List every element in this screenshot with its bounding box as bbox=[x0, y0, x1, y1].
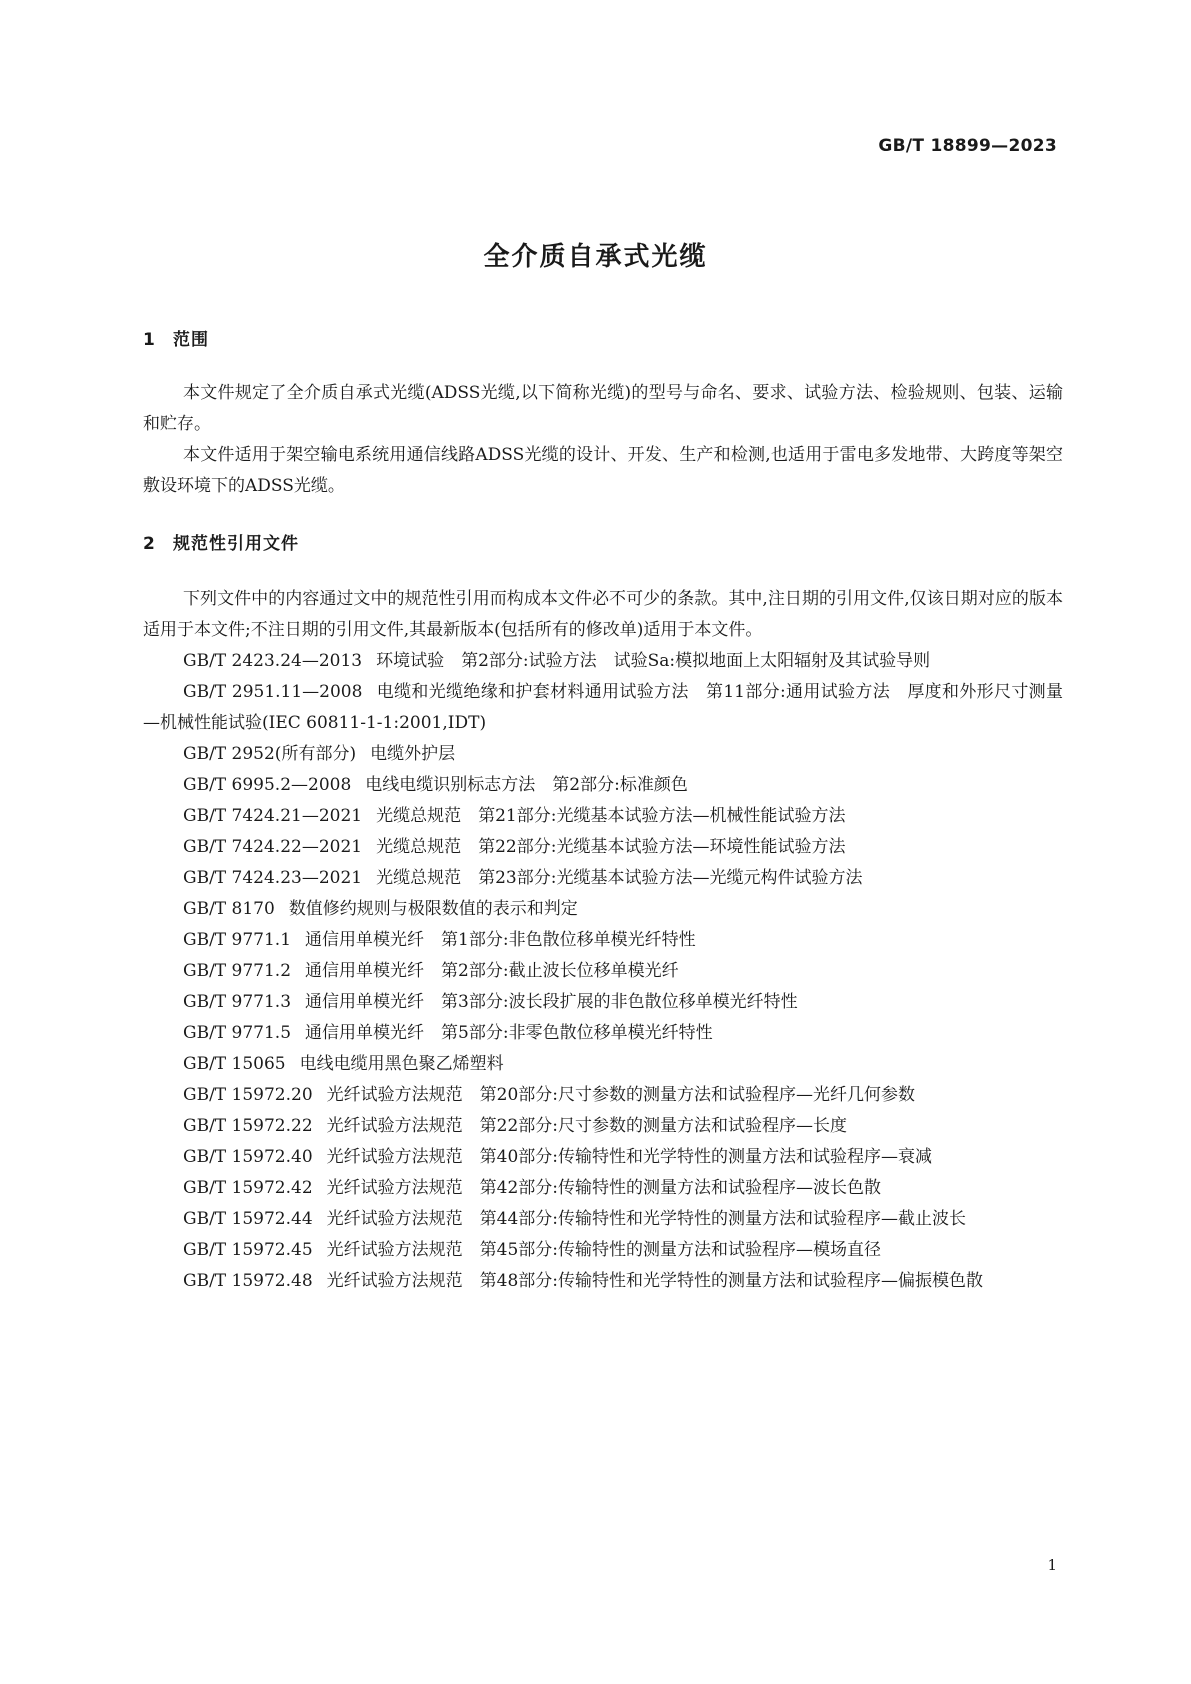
reference-code: GB/T 2952(所有部分) bbox=[183, 744, 357, 764]
reference-code: GB/T 7424.21—2021 bbox=[183, 806, 363, 826]
section-2-title: 规范性引用文件 bbox=[173, 534, 299, 554]
section-2-heading bbox=[143, 529, 299, 554]
reference-list bbox=[143, 646, 1063, 1297]
reference-item bbox=[143, 1049, 1063, 1080]
reference-item bbox=[143, 956, 1063, 987]
reference-title: 电缆外护层 bbox=[370, 744, 456, 764]
reference-code: GB/T 2423.24—2013 bbox=[183, 651, 363, 671]
reference-item bbox=[143, 832, 1063, 863]
reference-code: GB/T 15972.48 bbox=[183, 1271, 313, 1291]
section-1-body bbox=[143, 378, 1063, 502]
section-2-body bbox=[143, 584, 1063, 1297]
reference-title: 通信用单模光纤 第2部分:截止波长位移单模光纤 bbox=[305, 961, 679, 981]
section-1-title: 范围 bbox=[173, 330, 209, 350]
reference-item bbox=[143, 894, 1063, 925]
reference-title: 光纤试验方法规范 第20部分:尺寸参数的测量方法和试验程序—光纤几何参数 bbox=[326, 1085, 916, 1105]
reference-item bbox=[143, 1266, 1063, 1297]
reference-code: GB/T 6995.2—2008 bbox=[183, 775, 352, 795]
reference-title: 数值修约规则与极限数值的表示和判定 bbox=[288, 899, 578, 919]
reference-title: 光纤试验方法规范 第22部分:尺寸参数的测量方法和试验程序—长度 bbox=[326, 1116, 848, 1136]
reference-title: 通信用单模光纤 第3部分:波长段扩展的非色散位移单模光纤特性 bbox=[305, 992, 798, 1012]
reference-title: 光纤试验方法规范 第42部分:传输特性的测量方法和试验程序—波长色散 bbox=[326, 1178, 882, 1198]
reference-code: GB/T 15972.42 bbox=[183, 1178, 313, 1198]
reference-code: GB/T 7424.22—2021 bbox=[183, 837, 363, 857]
reference-code: GB/T 9771.1 bbox=[183, 930, 292, 950]
reference-code: GB/T 15972.45 bbox=[183, 1240, 313, 1260]
reference-code: GB/T 9771.3 bbox=[183, 992, 292, 1012]
reference-code: GB/T 15972.40 bbox=[183, 1147, 313, 1167]
reference-title: 光纤试验方法规范 第44部分:传输特性和光学特性的测量方法和试验程序—截止波长 bbox=[326, 1209, 967, 1229]
reference-title: 光缆总规范 第21部分:光缆基本试验方法—机械性能试验方法 bbox=[376, 806, 846, 826]
reference-title: 光纤试验方法规范 第40部分:传输特性和光学特性的测量方法和试验程序—衰减 bbox=[326, 1147, 933, 1167]
reference-item bbox=[143, 739, 1063, 770]
reference-title: 光缆总规范 第22部分:光缆基本试验方法—环境性能试验方法 bbox=[376, 837, 846, 857]
reference-item bbox=[143, 863, 1063, 894]
reference-code: GB/T 15972.44 bbox=[183, 1209, 313, 1229]
reference-code: GB/T 9771.2 bbox=[183, 961, 292, 981]
reference-title: 电线电缆识别标志方法 第2部分:标准颜色 bbox=[365, 775, 688, 795]
reference-title: 光纤试验方法规范 第45部分:传输特性的测量方法和试验程序—模场直径 bbox=[326, 1240, 882, 1260]
reference-item bbox=[143, 987, 1063, 1018]
section-1-heading bbox=[143, 325, 209, 350]
reference-item bbox=[143, 1080, 1063, 1111]
reference-item bbox=[143, 1018, 1063, 1049]
reference-item bbox=[143, 1204, 1063, 1235]
reference-title: 通信用单模光纤 第1部分:非色散位移单模光纤特性 bbox=[305, 930, 696, 950]
section-2-number: 2 bbox=[143, 534, 156, 554]
reference-item bbox=[143, 801, 1063, 832]
standard-number: GB/T 18899—2023 bbox=[878, 136, 1057, 156]
reference-title: 通信用单模光纤 第5部分:非零色散位移单模光纤特性 bbox=[305, 1023, 713, 1043]
reference-code: GB/T 2951.11—2008 bbox=[183, 682, 363, 702]
reference-title: 环境试验 第2部分:试验方法 试验Sa:模拟地面上太阳辐射及其试验导则 bbox=[376, 651, 931, 671]
reference-code: GB/T 9771.5 bbox=[183, 1023, 292, 1043]
reference-code: GB/T 15065 bbox=[183, 1054, 286, 1074]
reference-title: 电线电缆用黑色聚乙烯塑料 bbox=[299, 1054, 504, 1074]
reference-item bbox=[143, 1142, 1063, 1173]
reference-item bbox=[143, 770, 1063, 801]
section-1-number: 1 bbox=[143, 330, 156, 350]
reference-title: 光纤试验方法规范 第48部分:传输特性和光学特性的测量方法和试验程序—偏振模色散 bbox=[326, 1271, 984, 1291]
reference-title: 光缆总规范 第23部分:光缆基本试验方法—光缆元构件试验方法 bbox=[376, 868, 863, 888]
document-title: 全介质自承式光缆 bbox=[483, 242, 708, 272]
page-number: 1 bbox=[1047, 1556, 1057, 1574]
reference-item bbox=[143, 1111, 1063, 1142]
references-intro: 下列文件中的内容通过文中的规范性引用而构成本文件必不可少的条款。其中,注日期的引用文件,仅该日期对应的版本适用于本文件;不注日期的引用文件,其最新版本(包括所有的修改单)适用于本文件。 bbox=[143, 589, 1063, 640]
reference-item bbox=[143, 1235, 1063, 1266]
scope-paragraph-2: 本文件适用于架空输电系统用通信线路ADSS光缆的设计、开发、生产和检测,也适用于雷电多发地带、大跨度等架空敷设环境下的ADSS光缆。 bbox=[143, 445, 1063, 496]
reference-item bbox=[143, 677, 1063, 739]
reference-code: GB/T 15972.20 bbox=[183, 1085, 313, 1105]
reference-item bbox=[143, 925, 1063, 956]
reference-code: GB/T 7424.23—2021 bbox=[183, 868, 363, 888]
reference-item bbox=[143, 1173, 1063, 1204]
reference-title: 电缆和光缆绝缘和护套材料通用试验方法 第11部分:通用试验方法 厚度和外形尺寸测量—机械性能试验(IEC 60811-1-1:2001,IDT) bbox=[143, 682, 1063, 733]
reference-code: GB/T 15972.22 bbox=[183, 1116, 313, 1136]
reference-code: GB/T 8170 bbox=[183, 899, 275, 919]
reference-item bbox=[143, 646, 1063, 677]
scope-paragraph-1: 本文件规定了全介质自承式光缆(ADSS光缆,以下简称光缆)的型号与命名、要求、试验方法、检验规则、包装、运输和贮存。 bbox=[143, 383, 1063, 434]
